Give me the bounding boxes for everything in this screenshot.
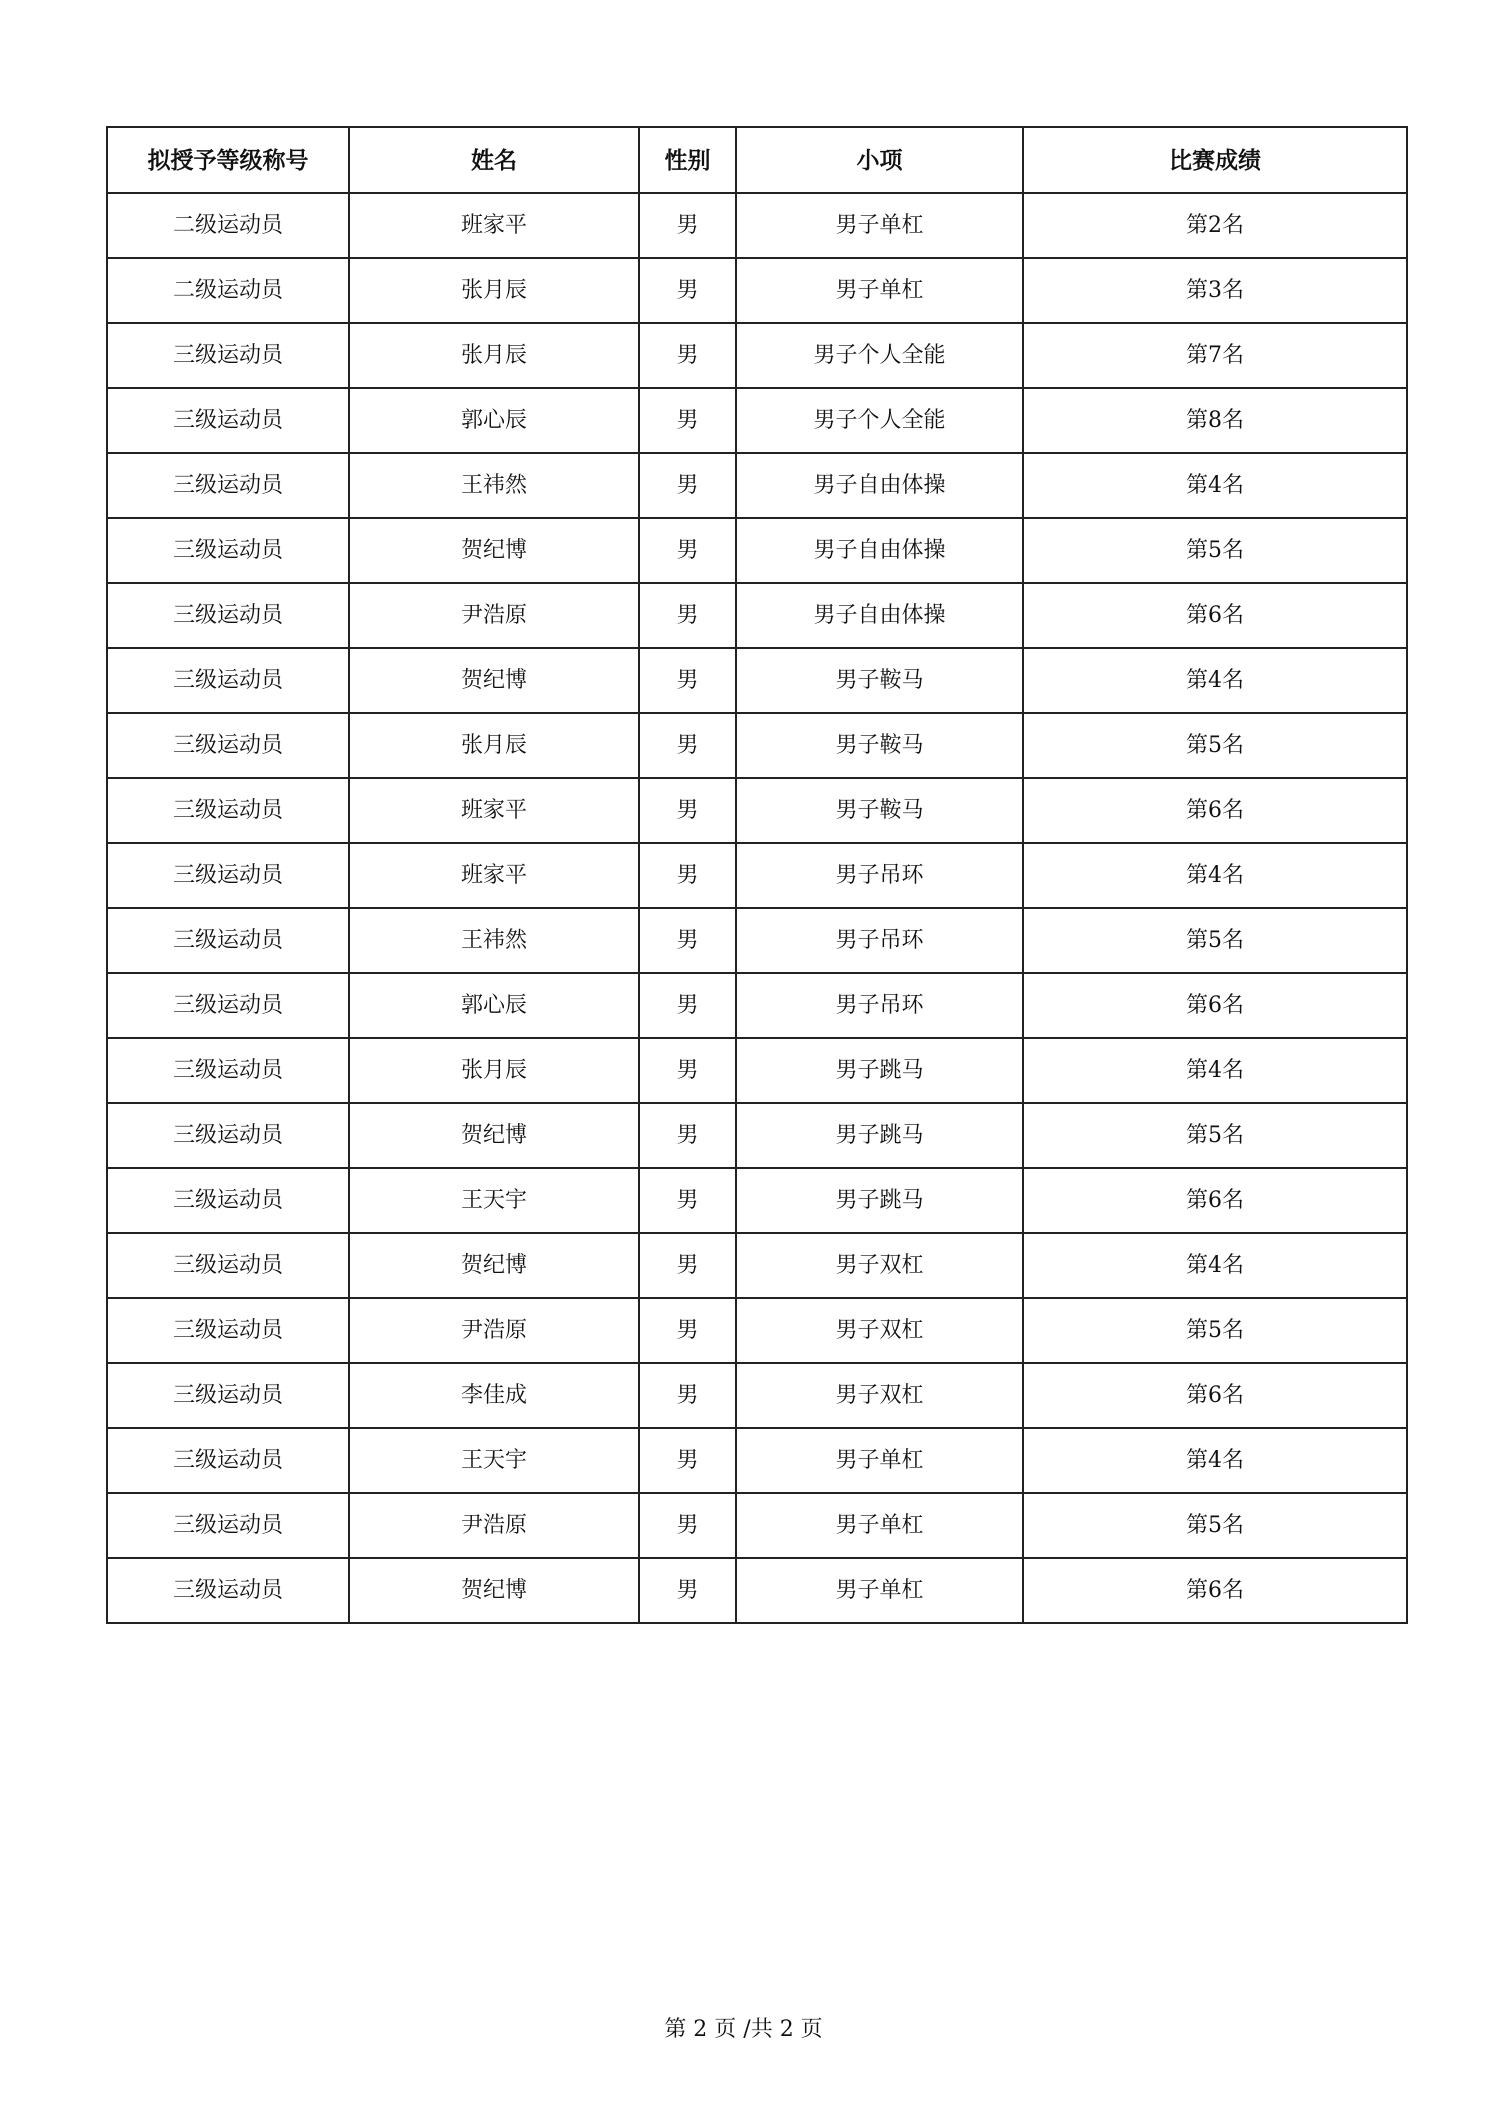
result-cell: 第2名	[1023, 193, 1407, 258]
event-cell: 男子自由体操	[736, 583, 1023, 648]
name-cell: 贺纪博	[349, 1558, 639, 1623]
name-cell: 王天宇	[349, 1428, 639, 1493]
name-cell: 张月辰	[349, 1038, 639, 1103]
gender-cell: 男	[639, 1233, 736, 1298]
event-cell: 男子个人全能	[736, 388, 1023, 453]
gender-cell: 男	[639, 193, 736, 258]
result-cell: 第5名	[1023, 1493, 1407, 1558]
result-cell: 第4名	[1023, 453, 1407, 518]
name-cell: 尹浩原	[349, 1493, 639, 1558]
event-cell: 男子跳马	[736, 1103, 1023, 1168]
grade-cell: 二级运动员	[107, 258, 349, 323]
event-cell: 男子自由体操	[736, 453, 1023, 518]
gender-cell: 男	[639, 1298, 736, 1363]
result-cell: 第4名	[1023, 1233, 1407, 1298]
result-cell: 第6名	[1023, 1363, 1407, 1428]
event-cell: 男子双杠	[736, 1233, 1023, 1298]
table-row	[107, 648, 1407, 713]
gender-cell: 男	[639, 583, 736, 648]
gender-cell: 男	[639, 1493, 736, 1558]
result-cell: 第5名	[1023, 1298, 1407, 1363]
gender-cell: 男	[639, 1103, 736, 1168]
table-row	[107, 1558, 1407, 1623]
name-cell: 贺纪博	[349, 1233, 639, 1298]
result-cell: 第8名	[1023, 388, 1407, 453]
grade-cell: 三级运动员	[107, 1363, 349, 1428]
gender-cell: 男	[639, 453, 736, 518]
gender-cell: 男	[639, 258, 736, 323]
page-number: 第 2 页 /共 2 页	[664, 2017, 823, 2042]
table-row	[107, 1428, 1407, 1493]
table-row	[107, 388, 1407, 453]
gender-cell: 男	[639, 908, 736, 973]
gender-cell: 男	[639, 1168, 736, 1233]
grade-cell: 三级运动员	[107, 908, 349, 973]
event-cell: 男子鞍马	[736, 713, 1023, 778]
table-row	[107, 1168, 1407, 1233]
name-cell: 班家平	[349, 843, 639, 908]
name-cell: 尹浩原	[349, 1298, 639, 1363]
gender-cell: 男	[639, 713, 736, 778]
grade-cell: 二级运动员	[107, 193, 349, 258]
header-grade-title: 拟授予等级称号	[107, 127, 349, 193]
table-row	[107, 1103, 1407, 1168]
name-cell: 王祎然	[349, 453, 639, 518]
gender-cell: 男	[639, 1038, 736, 1103]
gender-cell: 男	[639, 843, 736, 908]
event-cell: 男子吊环	[736, 973, 1023, 1038]
grade-cell: 三级运动员	[107, 1103, 349, 1168]
result-cell: 第4名	[1023, 1428, 1407, 1493]
table-row	[107, 1363, 1407, 1428]
table-row	[107, 713, 1407, 778]
name-cell: 贺纪博	[349, 518, 639, 583]
event-cell: 男子单杠	[736, 258, 1023, 323]
gender-cell: 男	[639, 388, 736, 453]
table-row	[107, 1233, 1407, 1298]
grade-cell: 三级运动员	[107, 1233, 349, 1298]
grade-cell: 三级运动员	[107, 973, 349, 1038]
event-cell: 男子吊环	[736, 908, 1023, 973]
result-cell: 第6名	[1023, 778, 1407, 843]
grade-cell: 三级运动员	[107, 1493, 349, 1558]
name-cell: 郭心辰	[349, 973, 639, 1038]
table-row	[107, 1298, 1407, 1363]
event-cell: 男子跳马	[736, 1038, 1023, 1103]
athlete-grade-table	[106, 126, 1408, 1624]
grade-cell: 三级运动员	[107, 388, 349, 453]
event-cell: 男子自由体操	[736, 518, 1023, 583]
gender-cell: 男	[639, 323, 736, 388]
table-row	[107, 1493, 1407, 1558]
result-cell: 第5名	[1023, 1103, 1407, 1168]
result-cell: 第4名	[1023, 648, 1407, 713]
table-row	[107, 518, 1407, 583]
result-cell: 第5名	[1023, 518, 1407, 583]
grade-cell: 三级运动员	[107, 518, 349, 583]
name-cell: 郭心辰	[349, 388, 639, 453]
grade-cell: 三级运动员	[107, 1298, 349, 1363]
result-cell: 第3名	[1023, 258, 1407, 323]
table-row	[107, 258, 1407, 323]
table-row	[107, 193, 1407, 258]
table-row	[107, 778, 1407, 843]
result-cell: 第4名	[1023, 1038, 1407, 1103]
table-row	[107, 908, 1407, 973]
table-row	[107, 973, 1407, 1038]
event-cell: 男子单杠	[736, 1493, 1023, 1558]
result-cell: 第5名	[1023, 713, 1407, 778]
result-cell: 第6名	[1023, 1558, 1407, 1623]
gender-cell: 男	[639, 1428, 736, 1493]
name-cell: 班家平	[349, 778, 639, 843]
table-body	[107, 193, 1407, 1623]
event-cell: 男子吊环	[736, 843, 1023, 908]
result-cell: 第4名	[1023, 843, 1407, 908]
grade-cell: 三级运动员	[107, 648, 349, 713]
grade-cell: 三级运动员	[107, 1558, 349, 1623]
event-cell: 男子单杠	[736, 1558, 1023, 1623]
event-cell: 男子单杠	[736, 1428, 1023, 1493]
table-row	[107, 583, 1407, 648]
event-cell: 男子跳马	[736, 1168, 1023, 1233]
event-cell: 男子单杠	[736, 193, 1023, 258]
name-cell: 张月辰	[349, 323, 639, 388]
grade-cell: 三级运动员	[107, 1168, 349, 1233]
event-cell: 男子鞍马	[736, 778, 1023, 843]
header-gender: 性别	[639, 127, 736, 193]
grade-cell: 三级运动员	[107, 1428, 349, 1493]
result-cell: 第6名	[1023, 1168, 1407, 1233]
name-cell: 贺纪博	[349, 648, 639, 713]
grade-cell: 三级运动员	[107, 323, 349, 388]
gender-cell: 男	[639, 518, 736, 583]
table-row	[107, 453, 1407, 518]
name-cell: 王天宇	[349, 1168, 639, 1233]
grade-cell: 三级运动员	[107, 778, 349, 843]
gender-cell: 男	[639, 1558, 736, 1623]
table-header-row	[107, 127, 1407, 193]
name-cell: 张月辰	[349, 258, 639, 323]
header-name: 姓名	[349, 127, 639, 193]
name-cell: 贺纪博	[349, 1103, 639, 1168]
table-row	[107, 323, 1407, 388]
event-cell: 男子鞍马	[736, 648, 1023, 713]
event-cell: 男子个人全能	[736, 323, 1023, 388]
table-row	[107, 1038, 1407, 1103]
gender-cell: 男	[639, 973, 736, 1038]
result-cell: 第6名	[1023, 973, 1407, 1038]
gender-cell: 男	[639, 648, 736, 713]
gender-cell: 男	[639, 1363, 736, 1428]
result-cell: 第6名	[1023, 583, 1407, 648]
grade-cell: 三级运动员	[107, 843, 349, 908]
name-cell: 李佳成	[349, 1363, 639, 1428]
grade-cell: 三级运动员	[107, 1038, 349, 1103]
header-result: 比赛成绩	[1023, 127, 1407, 193]
header-event: 小项	[736, 127, 1023, 193]
result-cell: 第7名	[1023, 323, 1407, 388]
name-cell: 王祎然	[349, 908, 639, 973]
name-cell: 尹浩原	[349, 583, 639, 648]
gender-cell: 男	[639, 778, 736, 843]
event-cell: 男子双杠	[736, 1363, 1023, 1428]
grade-cell: 三级运动员	[107, 453, 349, 518]
grade-cell: 三级运动员	[107, 713, 349, 778]
event-cell: 男子双杠	[736, 1298, 1023, 1363]
name-cell: 班家平	[349, 193, 639, 258]
result-cell: 第5名	[1023, 908, 1407, 973]
grade-cell: 三级运动员	[107, 583, 349, 648]
name-cell: 张月辰	[349, 713, 639, 778]
table-row	[107, 843, 1407, 908]
